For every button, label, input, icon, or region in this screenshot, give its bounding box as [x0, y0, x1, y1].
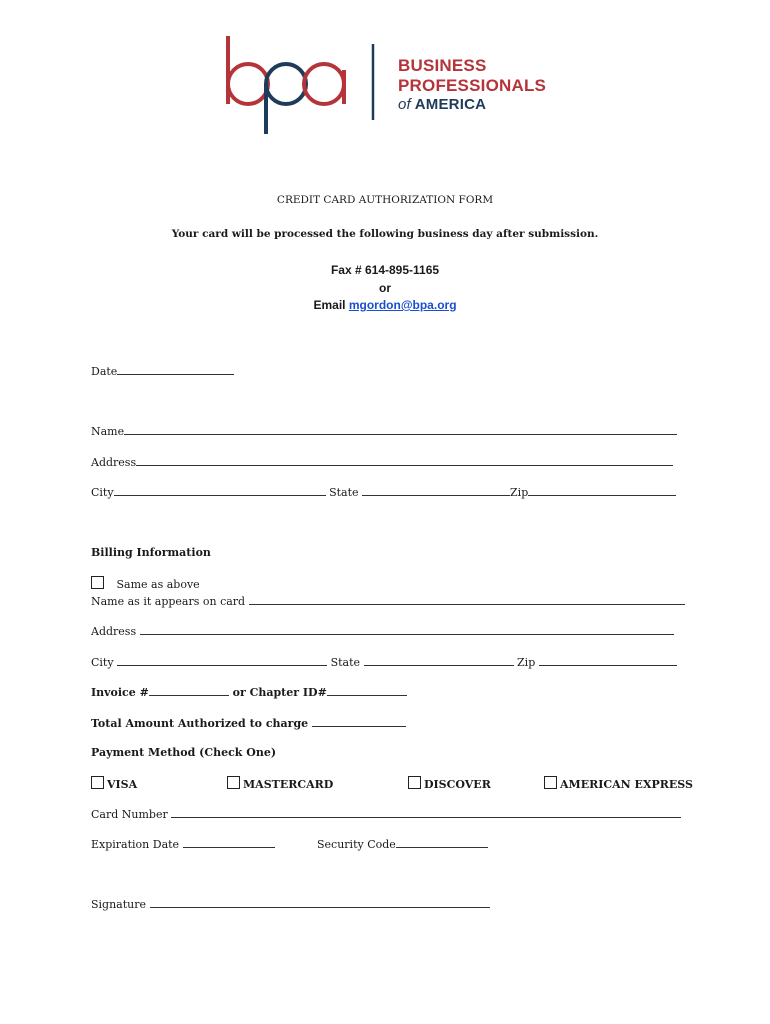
same-as-above-label: Same as above: [116, 578, 200, 591]
name-field[interactable]: [91, 424, 677, 438]
discover-checkbox[interactable]: [408, 776, 421, 789]
amex-label: AMERICAN EXPRESS: [560, 778, 693, 791]
billing-zip-label: Zip: [517, 656, 536, 669]
card-number-field[interactable]: [91, 807, 681, 821]
option-mastercard[interactable]: [227, 776, 333, 791]
mastercard-label: MASTERCARD: [243, 778, 334, 791]
mastercard-checkbox[interactable]: [227, 776, 240, 789]
address-label: Address: [91, 456, 137, 469]
logo-name-line2: PROFESSIONALS: [398, 76, 547, 95]
address-field[interactable]: [91, 455, 673, 469]
signature-field[interactable]: [91, 897, 490, 911]
zip-label: Zip: [510, 486, 529, 499]
visa-checkbox[interactable]: [91, 776, 104, 789]
invoice-label: Invoice #: [91, 686, 149, 699]
name-on-card-label: Name as it appears on card: [91, 595, 246, 608]
or-text: or: [379, 281, 391, 295]
billing-city-state-zip-row[interactable]: [91, 655, 677, 669]
state-label: State: [329, 486, 359, 499]
amex-checkbox[interactable]: [544, 776, 557, 789]
billing-city-label: City: [91, 656, 114, 669]
expiration-date-field[interactable]: [91, 837, 275, 851]
security-code-label: Security Code: [317, 838, 396, 851]
email-line: [0, 298, 770, 312]
signature-label: Signature: [91, 898, 147, 911]
city-label: City: [91, 486, 114, 499]
date-field[interactable]: [91, 364, 234, 378]
chapter-id-label: or Chapter ID#: [232, 686, 327, 699]
fax-number: Fax # 614-895-1165: [330, 263, 440, 277]
logo-name-line1: BUSINESS: [398, 56, 487, 75]
name-on-card-field[interactable]: [91, 594, 685, 608]
card-number-label: Card Number: [91, 808, 168, 821]
visa-label: VISA: [107, 778, 138, 791]
total-amount-label: Total Amount Authorized to charge: [91, 717, 309, 730]
expiration-date-label: Expiration Date: [91, 838, 180, 851]
option-discover[interactable]: [408, 776, 491, 791]
invoice-row[interactable]: [91, 685, 407, 699]
email-link[interactable]: mgordon@bpa.org: [348, 298, 457, 312]
form-subtitle: Your card will be processed the following business day after submission.: [171, 228, 599, 240]
option-visa[interactable]: [91, 776, 137, 791]
billing-state-label: State: [330, 656, 361, 669]
form-title: CREDIT CARD AUTHORIZATION FORM: [276, 194, 494, 206]
same-as-above-option[interactable]: [91, 576, 200, 591]
name-label: Name: [91, 425, 125, 438]
billing-heading: Billing Information: [91, 546, 211, 559]
logo-name-line3: of AMERICA: [398, 96, 487, 113]
same-as-above-checkbox[interactable]: [91, 576, 104, 589]
payment-method-heading: Payment Method (Check One): [91, 746, 277, 759]
email-prefix: Email: [313, 298, 346, 312]
billing-address-field[interactable]: [91, 624, 674, 638]
total-amount-field[interactable]: [91, 716, 406, 730]
city-state-zip-row[interactable]: [91, 485, 676, 499]
billing-address-label: Address: [91, 625, 137, 638]
option-amex[interactable]: [544, 776, 693, 791]
discover-label: DISCOVER: [424, 778, 491, 791]
date-label: Date: [91, 365, 118, 378]
security-code-field[interactable]: [317, 837, 488, 851]
